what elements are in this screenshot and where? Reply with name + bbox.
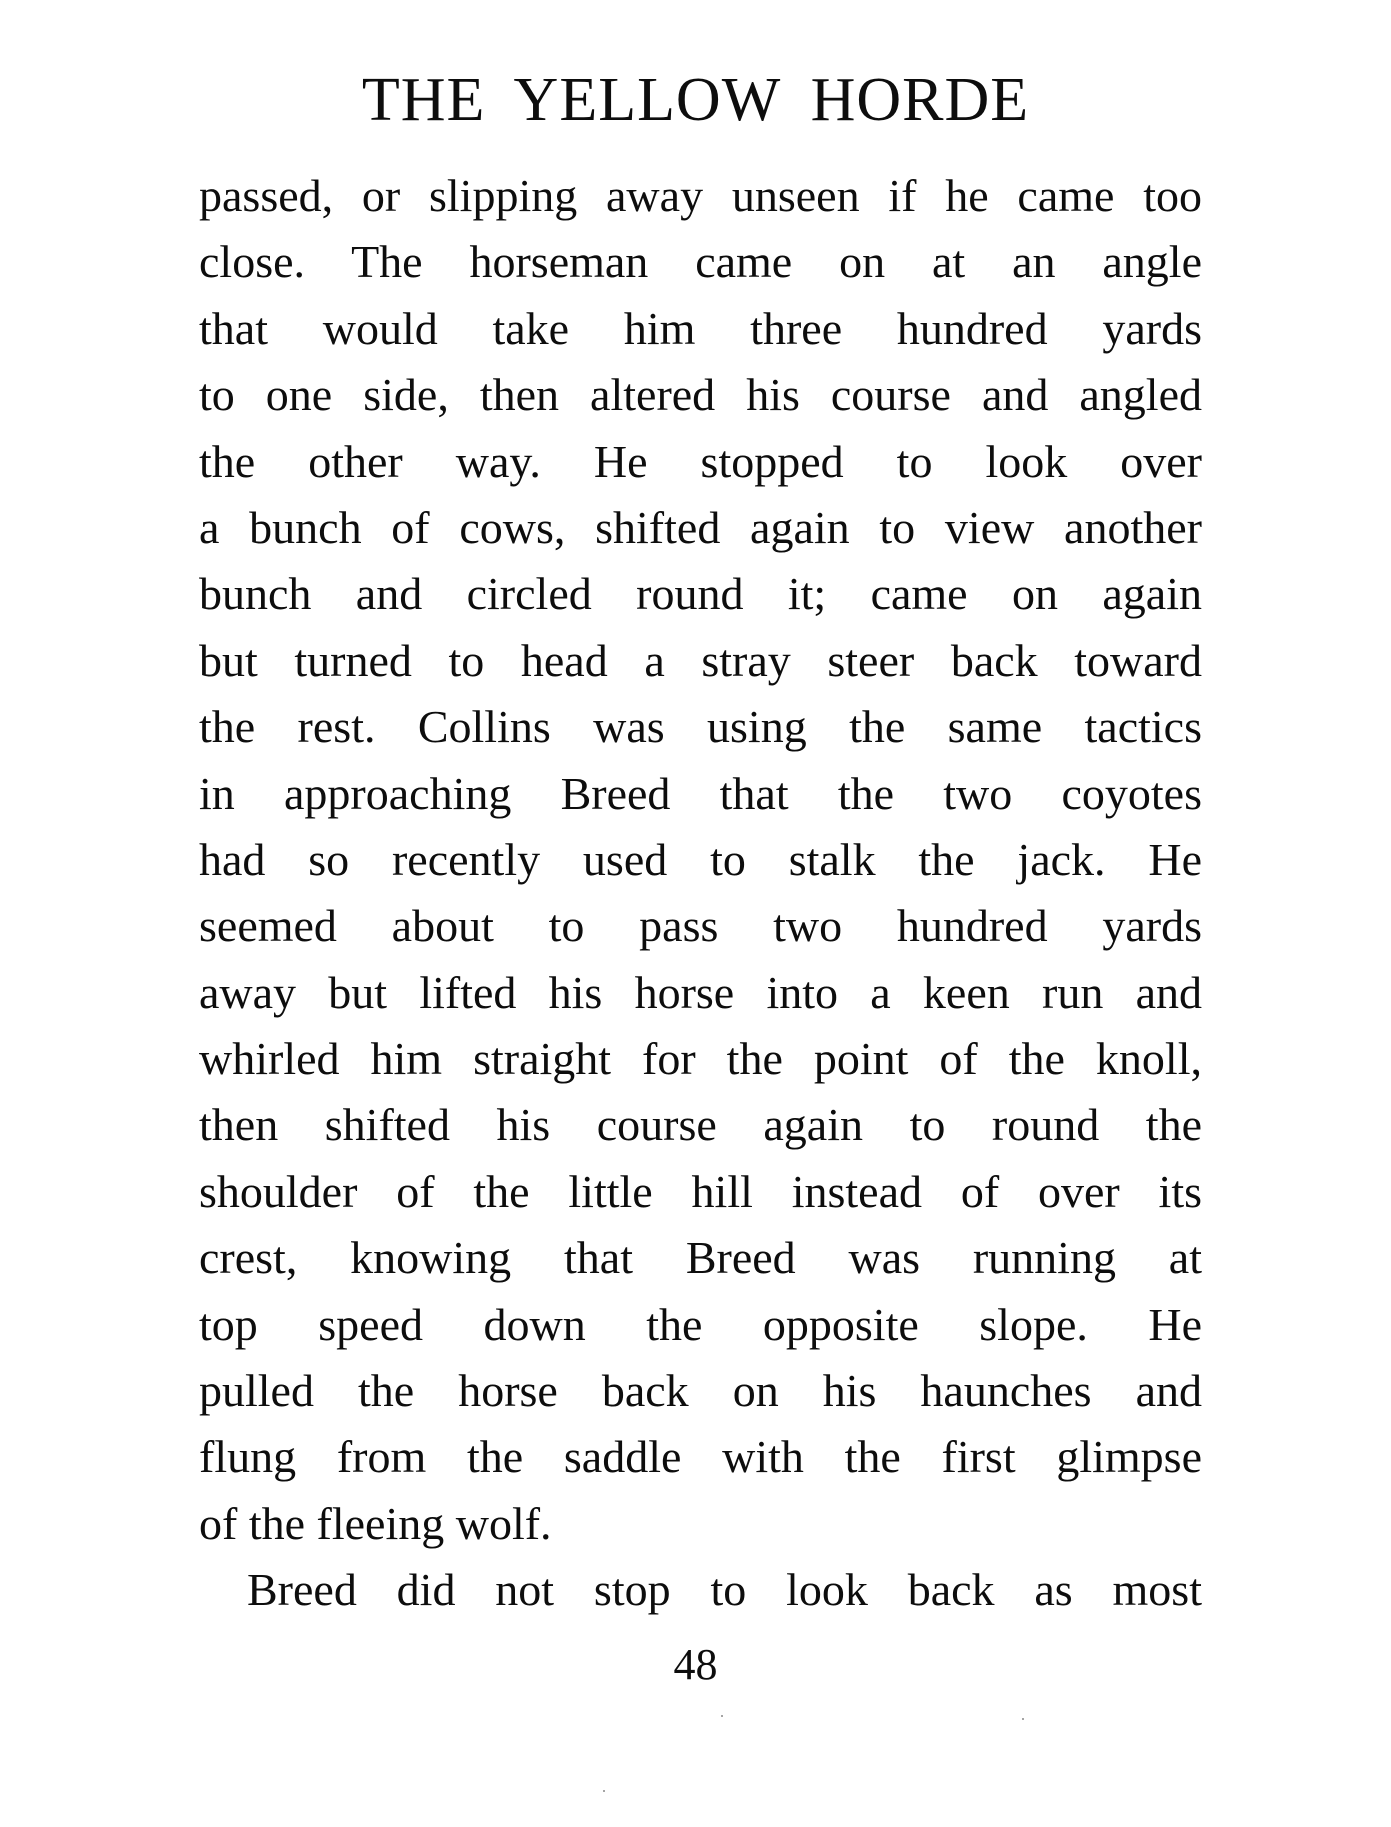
running-head: THE YELLOW HORDE <box>361 66 1030 134</box>
text-line: top speed down the opposite slope. He <box>199 1298 1202 1350</box>
page-number: 48 <box>673 1640 718 1689</box>
text-line: seemed about to pass two hundred yards <box>199 900 1202 952</box>
paper-speck <box>1022 1718 1024 1720</box>
text-line: a bunch of cows, shifted again to view another <box>199 501 1202 553</box>
text-line: crest, knowing that Breed was running at <box>199 1232 1202 1284</box>
text-line: passed, or slipping away unseen if he came too <box>199 170 1202 221</box>
body-text <box>199 163 1202 1624</box>
text-line: but turned to head a stray steer back toward <box>199 634 1202 686</box>
text-line: flung from the saddle with the first glimpse <box>199 1431 1202 1483</box>
text-line: had so recently used to stalk the jack. He <box>199 833 1202 885</box>
text-line: in approaching Breed that the two coyotes <box>199 767 1202 819</box>
text-line: the rest. Collins was using the same tactics <box>199 701 1202 753</box>
text-line: away but lifted his horse into a keen run and <box>199 966 1202 1018</box>
text-line: shoulder of the little hill instead of over its <box>199 1165 1202 1217</box>
text-line: to one side, then altered his course and angled <box>199 369 1202 421</box>
text-line: pulled the horse back on his haunches and <box>199 1365 1202 1417</box>
text-line: close. The horseman came on at an angle <box>199 236 1202 288</box>
paper-speck <box>603 1790 605 1792</box>
text-line: then shifted his course again to round the <box>199 1099 1202 1151</box>
paper-speck <box>721 1715 723 1717</box>
text-line: bunch and circled round it; came on again <box>199 568 1202 620</box>
text-line: that would take him three hundred yards <box>199 302 1202 354</box>
text-line: whirled him straight for the point of the knoll, <box>199 1033 1202 1085</box>
text-line: Breed did not stop to look back as most <box>247 1564 1202 1616</box>
text-line: the other way. He stopped to look over <box>199 435 1202 487</box>
text-line: of the fleeing wolf. <box>199 1497 552 1549</box>
